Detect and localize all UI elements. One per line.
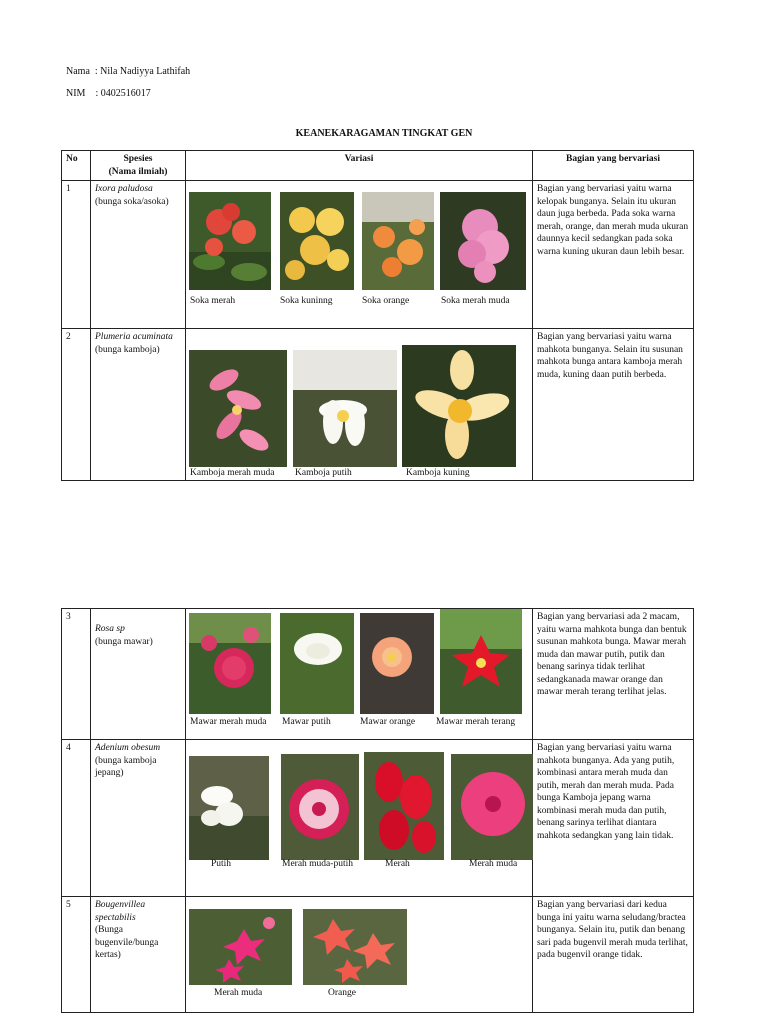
scientific-name: Bougenvillea spectabilis [95, 900, 146, 923]
variation-cell [186, 740, 533, 897]
nama-line [66, 66, 190, 77]
row-no: 2 [62, 329, 91, 481]
photo-adenium-merah [364, 752, 444, 860]
scientific-name: Plumeria acuminata [95, 332, 173, 342]
photo-adenium-putih [189, 756, 269, 860]
photo-kamboja-putih [293, 350, 397, 467]
table-row [62, 897, 694, 1013]
gene-diversity-table-2 [61, 608, 694, 1013]
photo-adenium-merah-muda-putih [281, 754, 359, 860]
description-cell: Bagian yang bervariasi dari kedua bunga ini yaitu warna seludang/bractea bunganya. Selain itu, putik dan benang sari pada bugenvil merah muda terlihat, pada bugenvil orange tidak. [533, 897, 694, 1013]
table-row [62, 740, 694, 897]
species-cell [91, 897, 186, 1013]
row-no: 5 [62, 897, 91, 1013]
caption-soka-orange: Soka orange [362, 296, 410, 306]
common-name: (bunga kamboja) [95, 344, 160, 355]
photo-soka-merah [189, 192, 271, 290]
caption-soka-merah: Soka merah [190, 296, 236, 306]
species-cell [91, 181, 186, 329]
caption-mawar-merah-terang: Mawar merah terang [436, 717, 516, 727]
photo-kamboja-kuning [402, 345, 516, 467]
scientific-name: Adenium obesum [95, 743, 161, 753]
header-no: No [62, 151, 91, 181]
nama-label: Nama [66, 66, 90, 77]
table-row [62, 609, 694, 740]
header-bagian: Bagian yang bervariasi [533, 151, 694, 181]
photo-kamboja-merah-muda [189, 350, 287, 467]
nama-value: : Nila Nadiyya Lathifah [94, 66, 191, 77]
caption-soka-merah-muda: Soka merah muda [441, 296, 510, 306]
table-row [62, 181, 694, 329]
header-spesies [91, 151, 186, 181]
header-spesies-line2: (Nama ilmiah) [108, 166, 168, 177]
row-no: 1 [62, 181, 91, 329]
species-cell [91, 740, 186, 897]
row-no: 3 [62, 609, 91, 740]
common-name: (bunga kamboja jepang) [95, 755, 157, 778]
photo-mawar-merah-terang [440, 609, 522, 714]
caption-adenium-merah: Merah [385, 859, 410, 869]
common-name: (bunga mawar) [95, 636, 153, 647]
header-spesies-line1: Spesies [123, 154, 153, 164]
caption-mawar-putih: Mawar putih [282, 717, 331, 727]
caption-mawar-merah-muda: Mawar merah muda [190, 717, 267, 727]
caption-kamboja-putih: Kamboja putih [295, 468, 352, 478]
page-title: KEANEKARAGAMAN TINGKAT GEN [295, 128, 473, 139]
nim-label: NIM [66, 88, 86, 99]
row-no: 4 [62, 740, 91, 897]
variation-cell [186, 181, 533, 329]
caption-soka-kuning: Soka kuninng [280, 296, 333, 306]
species-cell [91, 329, 186, 481]
scientific-name: Rosa sp [95, 624, 125, 634]
description-cell: Bagian yang bervariasi yaitu warna mahkota bunganya. Ada yang putih, kombinasi antara merah muda dan putih, merah dan merah muda. Pada bunga Kamboja jepang warna kombinasi merah muda dan putih, benang sarinya terlihat diantara mahkota sedangkan yang lain tidak. [533, 740, 694, 897]
common-name: (Bunga bugenvile/bunga kertas) [95, 925, 159, 960]
caption-mawar-orange: Mawar orange [360, 717, 416, 727]
photo-mawar-merah-muda [189, 613, 271, 714]
caption-bugenvil-merah-muda: Merah muda [214, 988, 263, 998]
caption-adenium-merah-muda: Merah muda [469, 859, 518, 869]
caption-adenium-putih: Putih [211, 859, 232, 869]
photo-bugenvil-merah-muda [189, 909, 292, 985]
variation-cell [186, 609, 533, 740]
species-cell [91, 609, 186, 740]
gene-diversity-table-1 [61, 150, 694, 481]
variation-cell [186, 897, 533, 1013]
common-name: (bunga soka/asoka) [95, 196, 169, 207]
header-variasi: Variasi [186, 151, 533, 181]
scientific-name: Ixora paludosa [95, 184, 153, 194]
description-cell: Bagian yang bervariasi ada 2 macam, yaitu warna mahkota bunga dan bentuk susunan mahkota bunga. Mawar merah muda dan mawar putih, putik dan benang sarinya tidak terlihat sedangkanada mawar orange dan mawar merah terang terlihat jelas. [533, 609, 694, 740]
caption-kamboja-merah-muda: Kamboja merah muda [190, 468, 275, 478]
caption-bugenvil-orange: Orange [328, 988, 356, 998]
photo-mawar-putih [280, 613, 354, 714]
photo-soka-kuning [280, 192, 354, 290]
description-cell: Bagian yang bervariasi yaitu warna mahkota bunganya. Selain itu susunan mahkota bunga antara kamboja merah muda, kuning daan putih berbeda. [533, 329, 694, 481]
photo-soka-orange [362, 192, 434, 290]
caption-kamboja-kuning: Kamboja kuning [406, 468, 470, 478]
table-header-row [62, 151, 694, 181]
photo-adenium-merah-muda [451, 754, 533, 860]
photo-mawar-orange [360, 613, 434, 714]
photo-soka-merah-muda [440, 192, 526, 290]
variation-cell [186, 329, 533, 481]
nim-value: : 0402516017 [95, 88, 151, 99]
caption-adenium-merah-muda-putih: Merah muda-putih [282, 859, 353, 869]
photo-bugenvil-orange [303, 909, 407, 985]
description-cell: Bagian yang bervariasi yaitu warna kelopak bunganya. Selain itu ukuran daun juga berbeda. Pada soka warna merah, orange, dan merah muda ukuran daunnya kecil sedangkan pada soka warna kuning ukuran daun lebih besar. [533, 181, 694, 329]
nim-line [66, 88, 151, 99]
table-row [62, 329, 694, 481]
